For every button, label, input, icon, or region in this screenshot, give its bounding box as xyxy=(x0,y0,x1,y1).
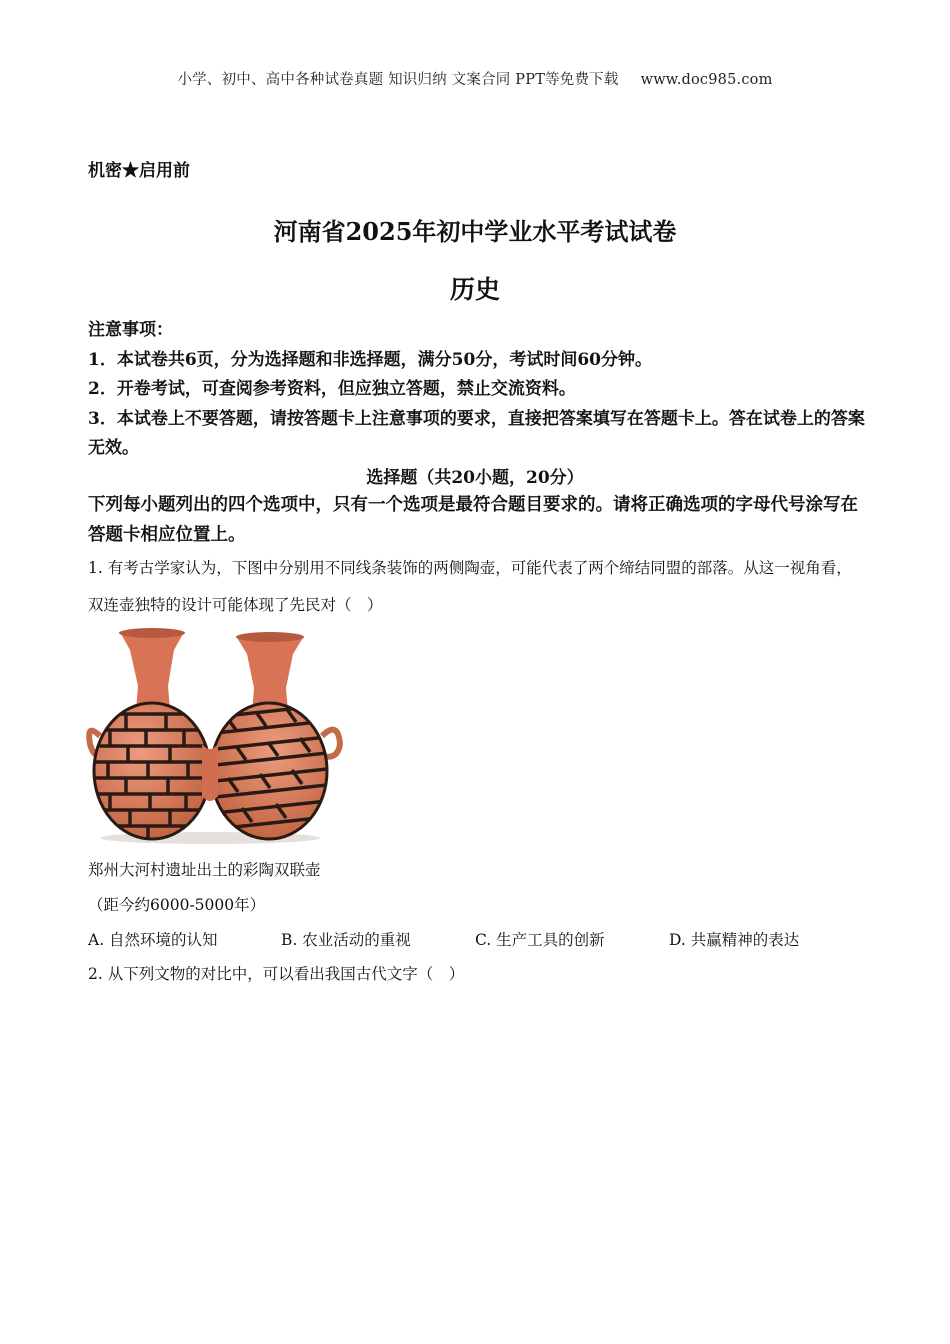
option-b[interactable]: B. 农业活动的重视 xyxy=(281,931,411,949)
header-text: 小学、初中、高中各种试卷真题 知识归纳 文案合同 PPT等免费下载 xyxy=(177,72,619,88)
option-a[interactable]: A. 自然环境的认知 xyxy=(88,931,218,949)
figure-caption: 郑州大河村遗址出土的彩陶双联壶 xyxy=(88,861,321,879)
notes-item: 2．开卷考试，可查阅参考资料，但应独立答题，禁止交流资料。 xyxy=(88,379,576,399)
notes-item: 3．本试卷上不要答题，请按答题卡上注意事项的要求，直接把答案填写在答题卡上。答在试卷上的答案无效。 xyxy=(88,408,865,458)
notes-item: 1．本试卷共6页，分为选择题和非选择题，满分50分，考试时间60分钟。 xyxy=(88,349,652,370)
figure-caption-date: （距今约6000-5000年） xyxy=(88,896,266,914)
secret-mark: 机密★启用前 xyxy=(88,161,190,181)
option-d[interactable]: D. 共赢精神的表达 xyxy=(669,931,800,949)
section-title: 选择题（共20小题，20分） xyxy=(366,468,584,488)
question-2-text: 2. 从下列文物的对比中，可以看出我国古代文字（ ） xyxy=(88,965,465,983)
site-header xyxy=(0,68,950,89)
exam-subject: 历史 xyxy=(449,275,500,304)
double-pot-image xyxy=(86,626,348,844)
notes-block xyxy=(88,316,868,464)
header-url[interactable]: www.doc985.com xyxy=(640,72,773,88)
exam-title: 河南省2025年初中学业水平考试试卷 xyxy=(273,217,677,246)
option-c[interactable]: C. 生产工具的创新 xyxy=(475,931,605,949)
notes-heading: 注意事项： xyxy=(88,320,173,340)
question-1-text: 1. 有考古学家认为，下图中分别用不同线条装饰的两侧陶壶，可能代表了两个缔结同盟的部落。从这一视角看，双连壶独特的设计可能体现了先民对（ ） xyxy=(88,559,852,614)
section-instruction: 下列每小题列出的四个选项中，只有一个选项是最符合题目要求的。请将正确选项的字母代号涂写在答题卡相应位置上。 xyxy=(88,495,858,545)
